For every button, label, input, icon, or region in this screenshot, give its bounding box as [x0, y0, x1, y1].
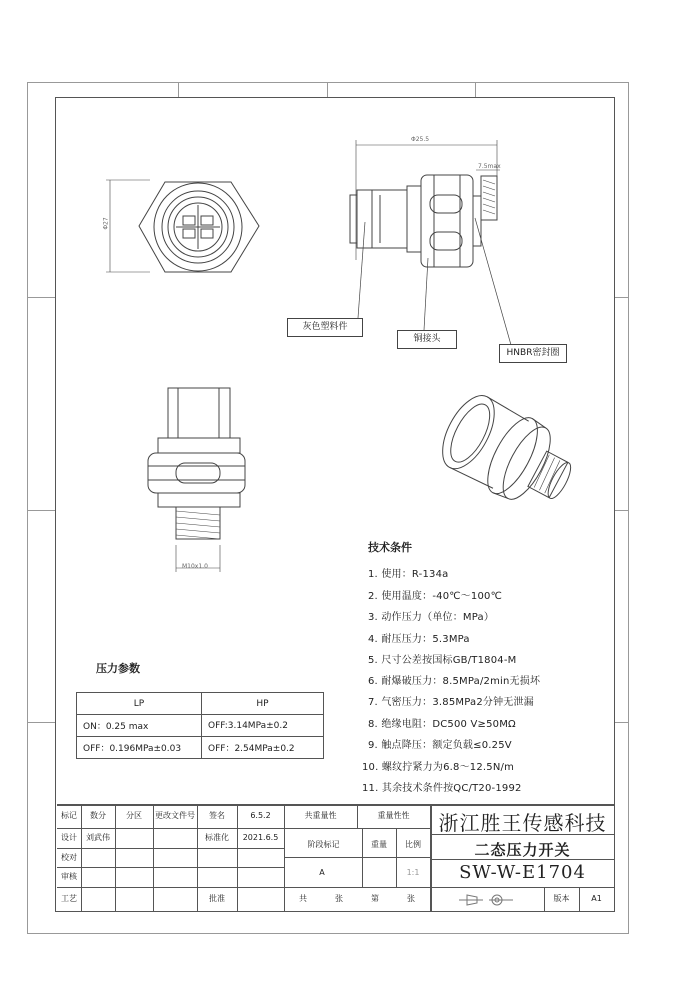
hp-off-value: OFF:3.14MPa±0.2	[202, 715, 324, 737]
tb-important-label: 重量性性	[377, 811, 410, 820]
tb-approve-label: 批准	[209, 894, 225, 903]
title-block	[57, 804, 614, 911]
pressure-table	[76, 692, 324, 759]
tb-design-date: 2021.6.5	[242, 833, 279, 842]
tb-change-doc-label: 更改文件号	[155, 811, 195, 820]
note-item: 5. 尺寸公差按国标GB/T1804-M	[368, 655, 517, 666]
tb-designer: 刘武伟	[86, 833, 110, 842]
tb-sheet-no: 第	[371, 894, 379, 903]
lp-header: LP	[77, 693, 202, 715]
tb-key-label: 共重量性	[304, 811, 337, 820]
front-view-drawing	[148, 388, 245, 572]
company-name: 浙江胜王传感科技	[438, 811, 607, 835]
dimension-label: M10x1.0	[182, 563, 208, 570]
drawing-number: SW-W-E1704	[459, 862, 586, 883]
notes-title: 技术条件	[368, 541, 412, 554]
tb-count-label: 数分	[90, 811, 106, 820]
note-item: 4. 耐压压力：5.3MPa	[368, 634, 470, 645]
tb-sheet-unit-2: 张	[407, 894, 415, 903]
tb-sheet-unit: 张	[335, 894, 343, 903]
tb-process-label: 工艺	[61, 894, 77, 903]
callout-copper-connector: 铜接头	[397, 330, 457, 349]
note-item: 6. 耐爆破压力：8.5MPa/2min无损坏	[368, 676, 541, 687]
dimension-label: Φ25.5	[411, 136, 430, 143]
note-item: 7. 气密压力：3.85MPa2分钟无泄漏	[368, 697, 534, 708]
lp-on-value: ON：0.25 max	[77, 715, 202, 737]
tb-scale-value: 1:1	[406, 868, 420, 877]
tb-version-label: 版本	[553, 894, 570, 903]
dimension-label: Φ27	[102, 217, 110, 230]
note-item: 9. 触点降压：额定负载≤0.25V	[368, 740, 512, 751]
projection-symbol-icon	[457, 892, 517, 908]
tb-design-label: 设计	[61, 833, 77, 842]
callout-housing: 灰色塑料件	[287, 318, 363, 337]
tb-standard-label: 标准化	[205, 833, 229, 842]
tb-stage-mark: A	[319, 868, 325, 877]
top-view-drawing	[106, 180, 259, 272]
note-item: 10. 螺纹拧紧力为6.8～12.5N/m	[362, 762, 515, 773]
tb-version-value: A1	[591, 894, 602, 903]
note-item: 8. 绝缘电阻：DC500 V≥50MΩ	[368, 719, 516, 730]
tb-date-label: 6.5.2	[250, 811, 271, 820]
pressure-title: 压力参数	[96, 662, 140, 675]
tb-sign-label: 签名	[209, 811, 225, 820]
tb-review-label: 审核	[61, 872, 77, 881]
note-item: 1. 使用：R-134a	[368, 569, 449, 580]
tb-mark-label: 标记	[61, 811, 77, 820]
tb-zone-label: 分区	[126, 811, 142, 820]
note-item: 11. 其余技术条件按QC/T20-1992	[362, 783, 522, 794]
hp-off-value-2: OFF：2.54MPa±0.2	[202, 737, 324, 759]
note-item: 2. 使用温度：-40℃～100℃	[368, 591, 503, 602]
tb-sheets-total: 共	[299, 894, 307, 903]
note-item: 3. 动作压力（单位：MPa）	[368, 612, 495, 623]
tb-check-label: 校对	[61, 853, 77, 862]
tb-weight-label: 重量	[371, 840, 387, 849]
dimension-label: 7.5max	[478, 163, 501, 170]
tb-scale-label: 比例	[405, 840, 421, 849]
tb-stage-label: 阶段标记	[307, 840, 340, 849]
hp-header: HP	[202, 693, 324, 715]
side-view-drawing	[350, 140, 500, 267]
lp-off-value: OFF：0.196MPa±0.03	[77, 737, 202, 759]
isometric-view-drawing	[431, 386, 585, 521]
callout-seal: HNBR密封圈	[499, 344, 567, 363]
product-name: 二态压力开关	[474, 841, 571, 859]
